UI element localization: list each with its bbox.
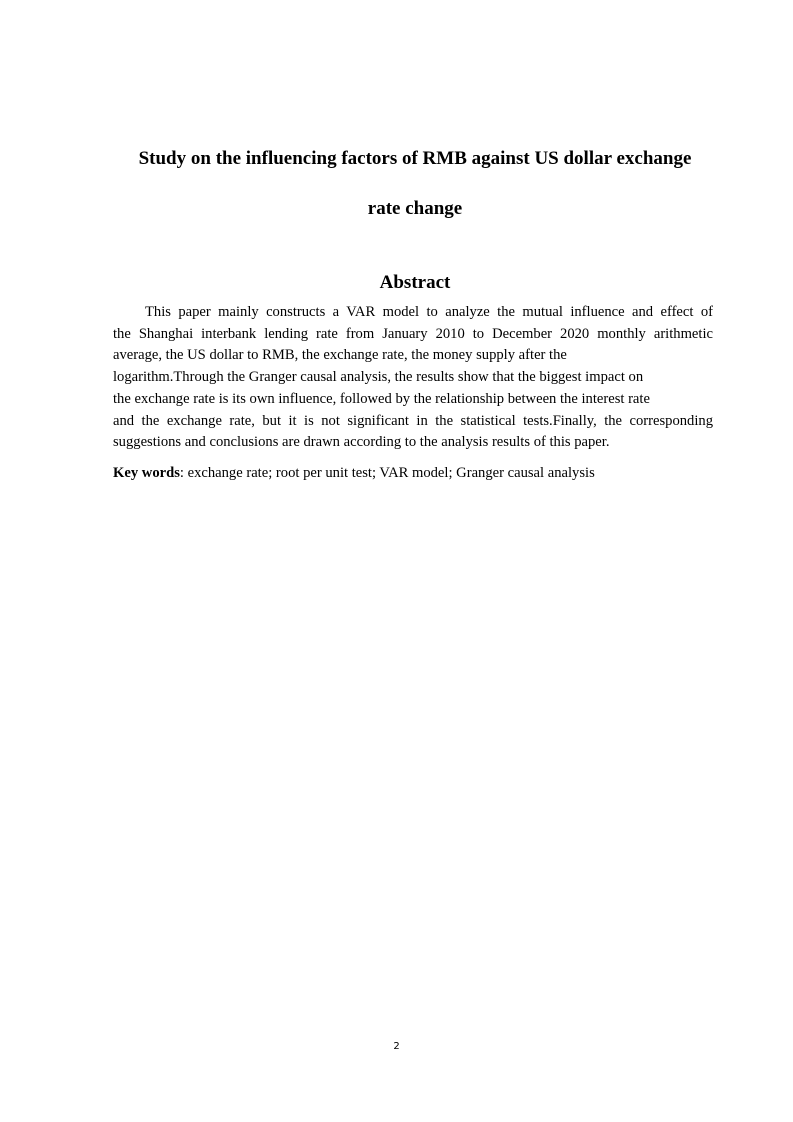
paper-title <box>60 146 770 222</box>
abstract-heading: Abstract <box>379 272 451 293</box>
keywords <box>113 463 713 484</box>
keywords-label: Key words <box>113 465 180 481</box>
abstract-body <box>113 302 713 454</box>
abstract-line-6: and the exchange rate, but it is not significant in the statistical tests.Finally, the corresponding <box>113 412 713 429</box>
abstract-line-7: suggestions and conclusions are drawn according to the analysis results of this paper. <box>113 434 610 451</box>
page-number: 2 <box>393 1041 400 1052</box>
abstract-line-5: the exchange rate is its own influence, followed by the relationship between the interest rate <box>113 390 650 407</box>
paper-title-line-1: Study on the influencing factors of RMB against US dollar exchange <box>138 148 692 169</box>
abstract-line-4: logarithm.Through the Granger causal analysis, the results show that the biggest impact on <box>113 369 644 386</box>
keywords-text: : exchange rate; root per unit test; VAR model; Granger causal analysis <box>179 465 595 481</box>
paper-title-line-2: rate change <box>367 198 463 219</box>
abstract-line-3: average, the US dollar to RMB, the exchange rate, the money supply after the <box>113 347 567 364</box>
abstract-line-2: the Shanghai interbank lending rate from January 2010 to December 2020 monthly arithmetic <box>113 325 713 342</box>
abstract-line-1: This paper mainly constructs a VAR model to analyze the mutual influence and effect of <box>145 304 713 320</box>
